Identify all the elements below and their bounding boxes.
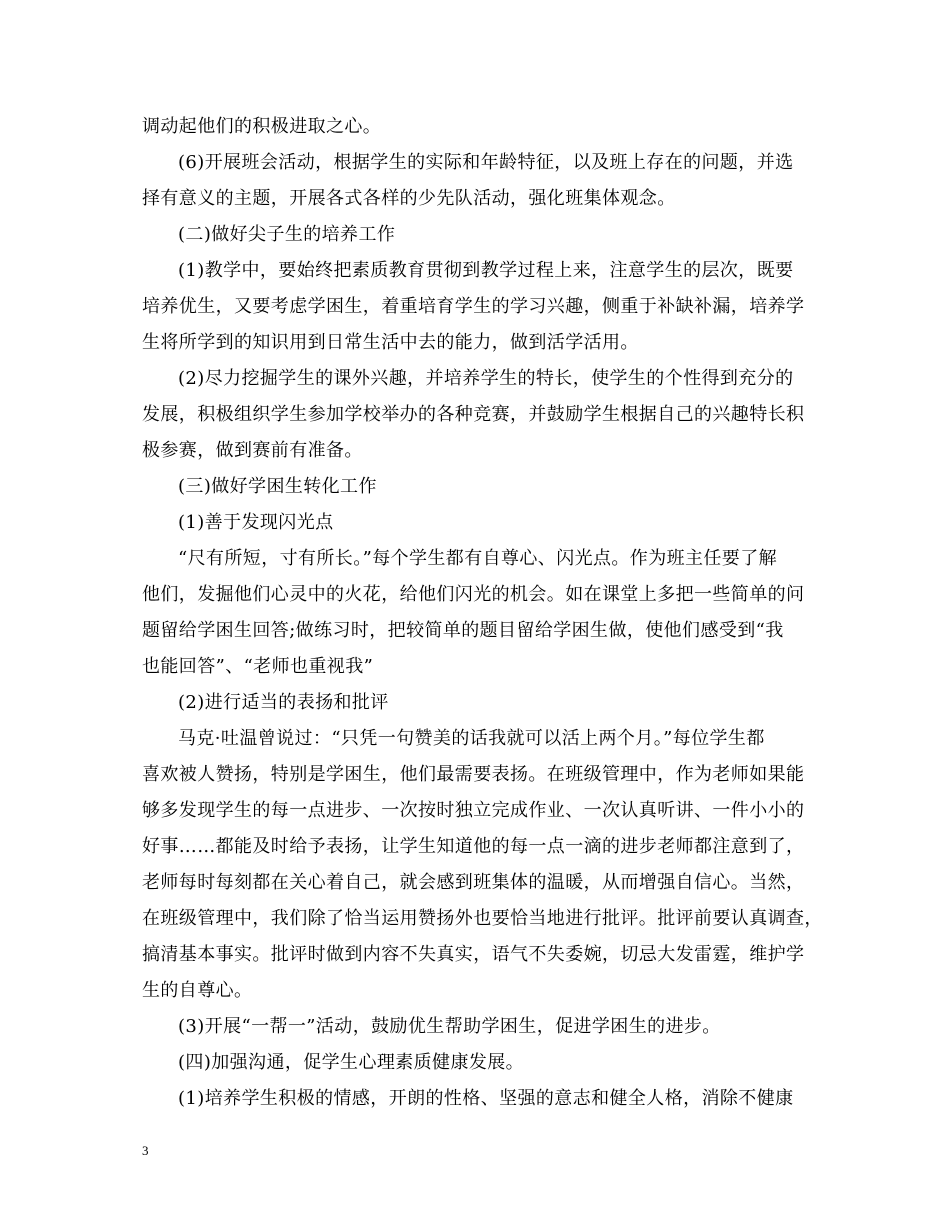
text-line: 培养优生，又要考虑学困生，着重培育学生的学习兴趣，侧重于补缺补漏，培养学 <box>142 296 805 317</box>
text-line: 马克·吐温曾说过：“只凭一句赞美的话我就可以活上两个月。”每位学生都 <box>178 728 765 749</box>
text-line: 够多发现学生的每一点进步、一次按时独立完成作业、一次认真听讲、一件小小的 <box>142 800 805 821</box>
text-line: (1)培养学生积极的情感，开朗的性格、坚强的意志和健全人格，消除不健康 <box>178 1088 794 1109</box>
text-line: (1)教学中，要始终把素质教育贯彻到教学过程上来，注意学生的层次，既要 <box>178 260 794 281</box>
text-line: (6)开展班会活动，根据学生的实际和年龄特征，以及班上存在的问题，并选 <box>178 152 794 173</box>
text-line: 题留给学困生回答;做练习时，把较简单的题目留给学困生做，使他们感受到“我 <box>142 620 784 641</box>
text-line: 择有意义的主题，开展各式各样的少先队活动，强化班集体观念。 <box>142 188 676 209</box>
text-line: (2)尽力挖掘学生的课外兴趣，并培养学生的特长，使学生的个性得到充分的 <box>178 368 794 389</box>
text-line: 在班级管理中，我们除了恰当运用赞扬外也要恰当地进行批评。批评前要认真调查， <box>142 908 823 929</box>
text-line: “尺有所短，寸有所长。”每个学生都有自尊心、闪光点。作为班主任要了解 <box>178 548 778 569</box>
text-line: 极参赛，做到赛前有准备。 <box>142 440 363 461</box>
text-line: 他们，发掘他们心灵中的火花，给他们闪光的机会。如在课堂上多把一些简单的问 <box>142 584 805 605</box>
text-line: 生的自尊心。 <box>142 980 253 1001</box>
text-line: 发展，积极组织学生参加学校举办的各种竞赛，并鼓励学生根据自己的兴趣特长积 <box>142 404 805 425</box>
section-heading: (三)做好学困生转化工作 <box>178 476 377 497</box>
page-number: 3 <box>142 1143 149 1158</box>
text-line: 喜欢被人赞扬，特别是学困生，他们最需要表扬。在班级管理中，作为老师如果能 <box>142 764 805 785</box>
subsection-heading: (2)进行适当的表扬和批评 <box>178 692 389 713</box>
text-line: 生将所学到的知识用到日常生活中去的能力，做到活学活用。 <box>142 332 639 353</box>
text-line: 老师每时每刻都在关心着自己，就会感到班集体的温暖，从而增强自信心。当然， <box>142 872 805 893</box>
section-heading: (二)做好尖子生的培养工作 <box>178 224 396 245</box>
text-line: (3)开展“一帮一”活动，鼓励优生帮助学困生，促进学困生的进步。 <box>178 1016 721 1037</box>
section-heading: (四)加强沟通，促学生心理素质健康发展。 <box>178 1052 525 1073</box>
text-line: 调动起他们的积极进取之心。 <box>142 116 382 137</box>
text-line: 好事……都能及时给予表扬，让学生知道他的每一点一滴的进步老师都注意到了， <box>142 836 805 857</box>
text-line: 搞清基本事实。批评时做到内容不失真实，语气不失委婉，切忌大发雷霆，维护学 <box>142 944 805 965</box>
text-line: 也能回答”、“老师也重视我” <box>142 656 374 677</box>
subsection-heading: (1)善于发现闪光点 <box>178 512 334 533</box>
